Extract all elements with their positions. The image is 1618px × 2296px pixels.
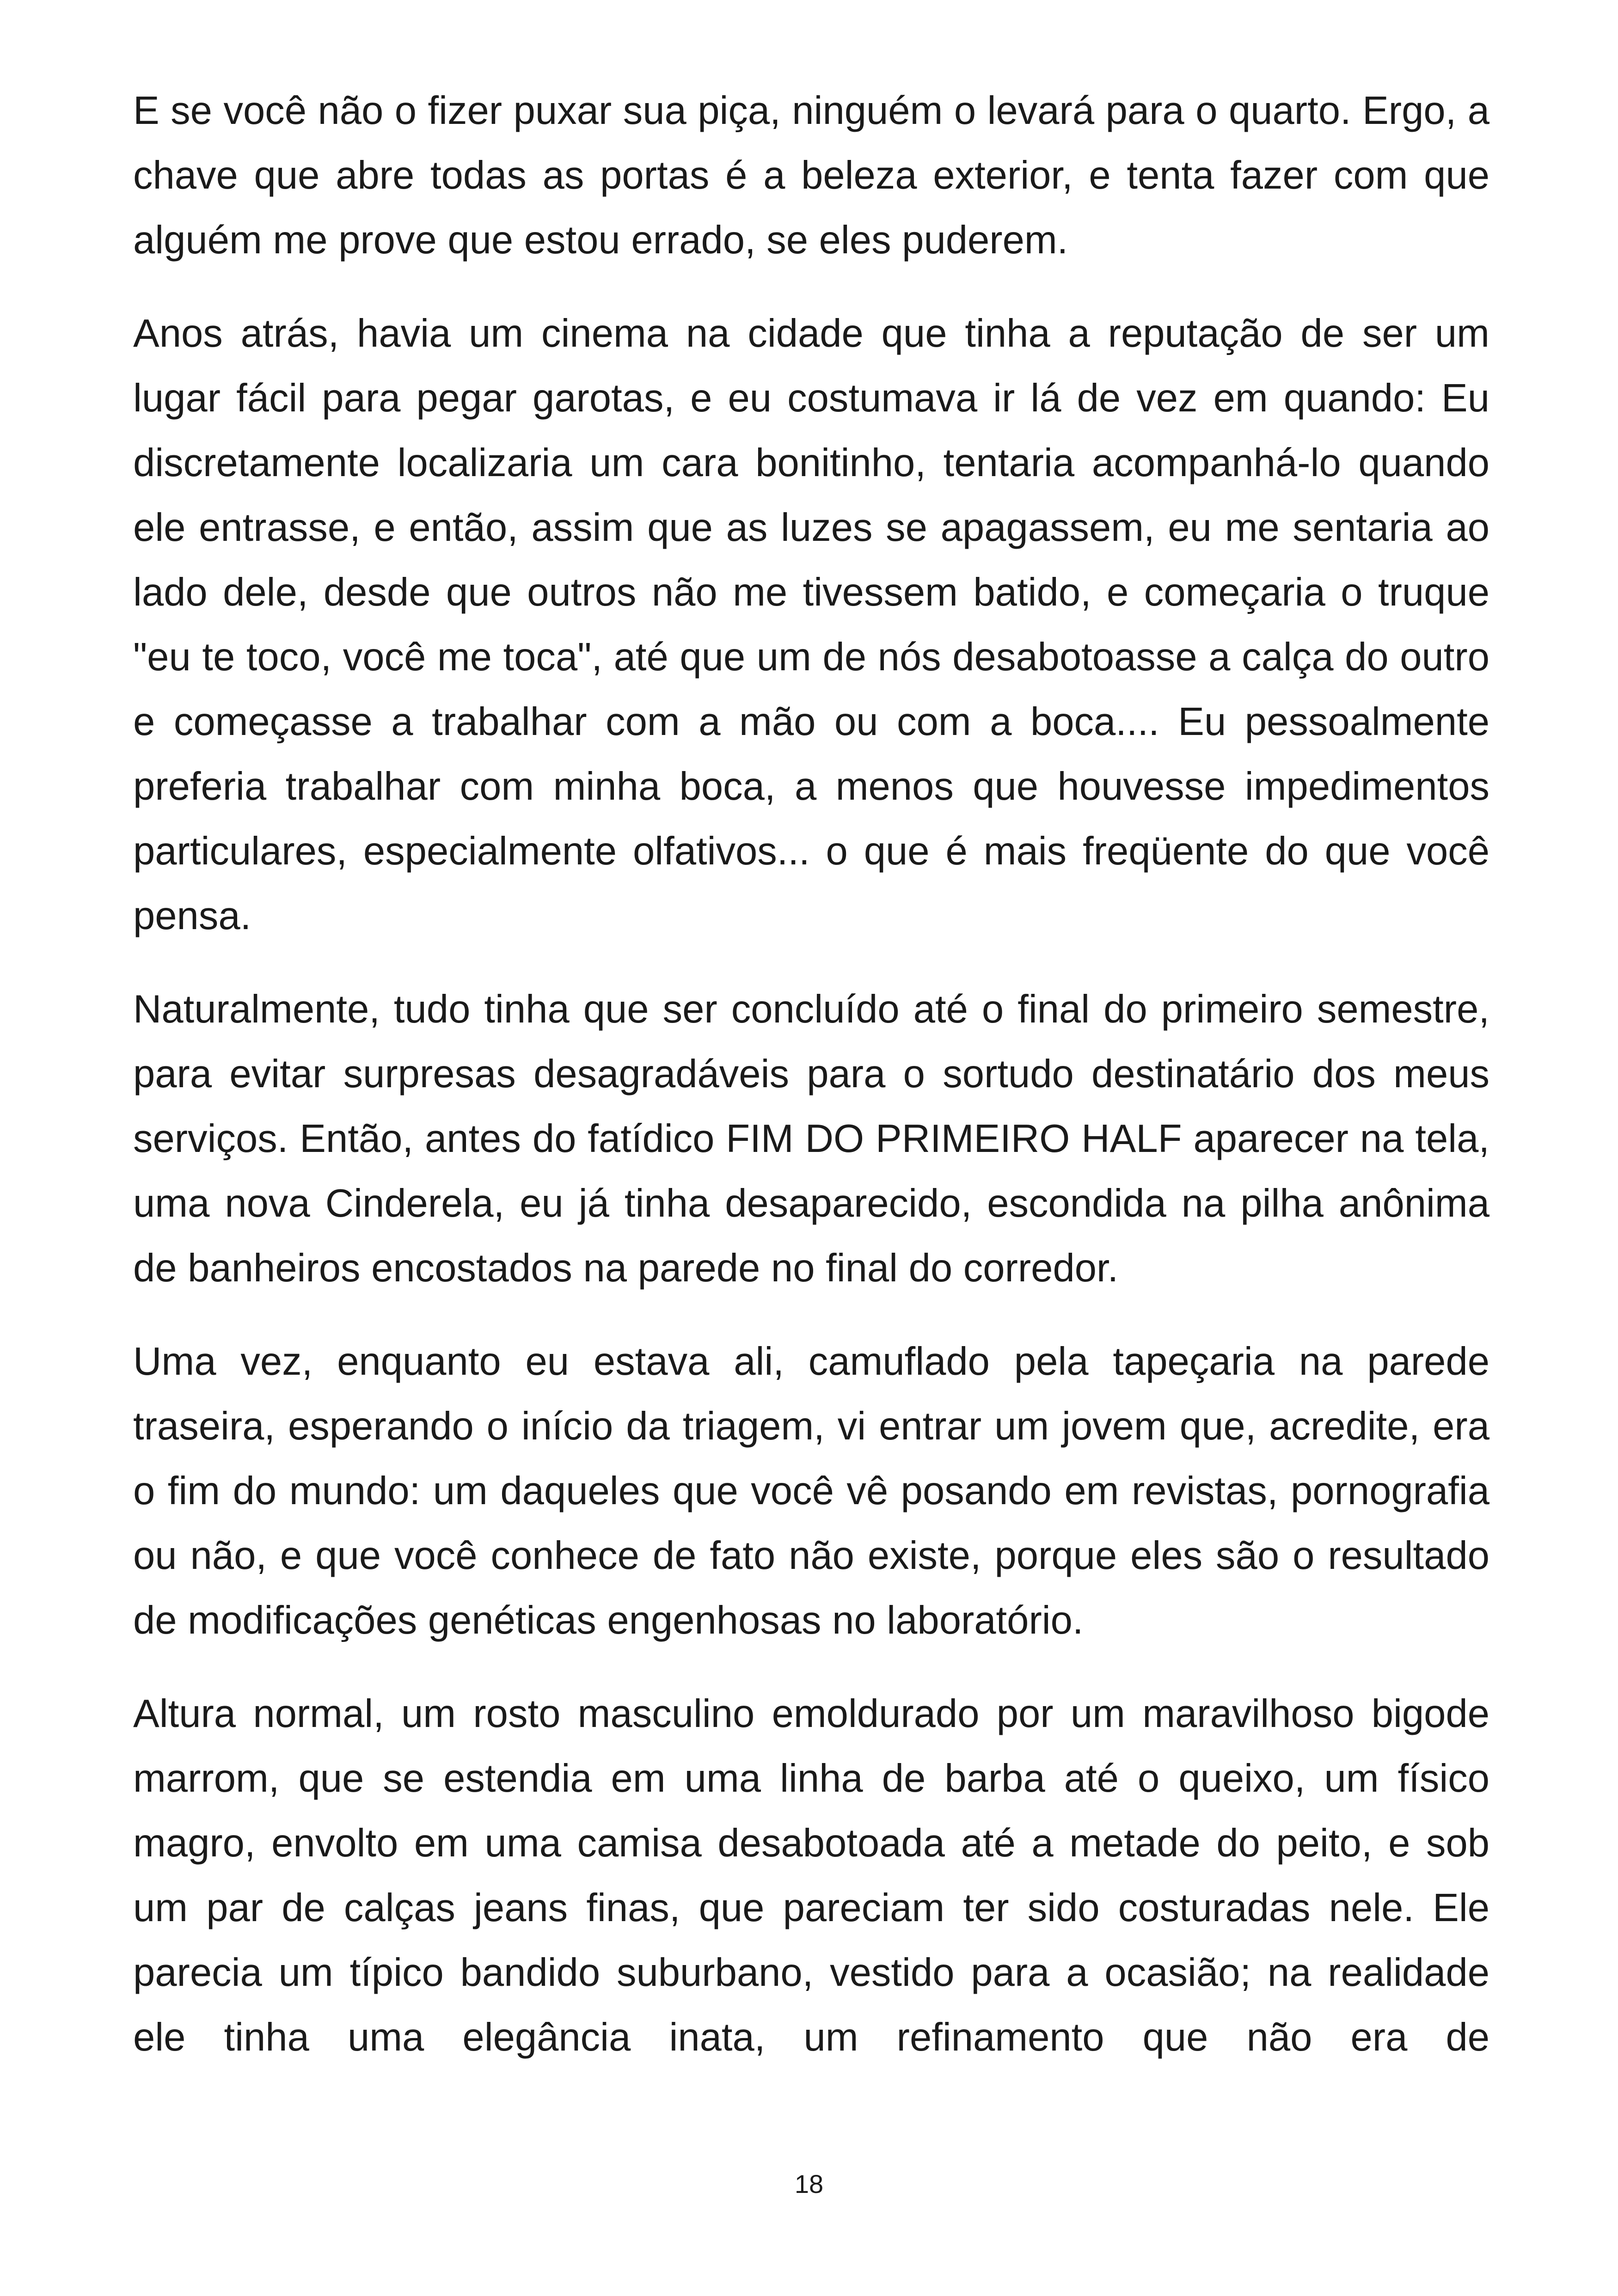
body-text [133,79,1489,2070]
paragraph-3: Naturalmente, tudo tinha que ser concluído até o final do primeiro semestre, para evitar surpresas desagradáveis para o sortudo destinatário dos meus serviços. Então, antes do fatídico FIM DO PRIMEIRO HALF aparecer na tela, uma nova Cinderela, eu já tinha desaparecido, escondida na pilha anônima de banheiros encostados na parede no final do corredor. [133,987,1489,1290]
paragraph-2: Anos atrás, havia um cinema na cidade que tinha a reputação de ser um lugar fácil para pegar garotas, e eu costumava ir lá de vez em quando: Eu discretamente localizaria um cara bonitinho, tentaria acompanhá-lo quando ele entrasse, e então, assim que as luzes se apagassem, eu me sentaria ao lado dele, desde que outros não me tivessem batido, e começaria o truque "eu te toco, você me toca", até que um de nós desabotoasse a calça do outro e começasse a trabalhar com a mão ou com a boca.... Eu pessoalmente preferia trabalhar com minha boca, a menos que houvesse impedimentos particulares, especialmente olfativos... o que é mais freqüente do que você pensa. [133,312,1489,938]
paragraph-1: E se você não o fizer puxar sua piça, ninguém o levará para o quarto. Ergo, a chave que abre todas as portas é a beleza exterior, e tenta fazer com que alguém me prove que estou errado, se eles puderem. [133,89,1489,262]
paragraph-4: Uma vez, enquanto eu estava ali, camuflado pela tapeçaria na parede traseira, esperando o início da triagem, vi entrar um jovem que, acredite, era o fim do mundo: um daqueles que você vê posando em revistas, pornografia ou não, e que você conhece de fato não existe, porque eles são o resultado de modificações genéticas engenhosas no laboratório. [133,1340,1489,1642]
page-number: 18 [794,2169,824,2198]
paragraph-5: Altura normal, um rosto masculino emoldurado por um maravilhoso bigode marrom, que se estendia em uma linha de barba até o queixo, um físico magro, envolto em uma camisa desabotoada até a metade do peito, e sob um par de calças jeans finas, que pareciam ter sido costuradas nele. Ele parecia um típico bandido suburbano, vestido para a ocasião; na realidade ele tinha uma elegância inata, um refinamento que não era de [133,1692,1489,2059]
